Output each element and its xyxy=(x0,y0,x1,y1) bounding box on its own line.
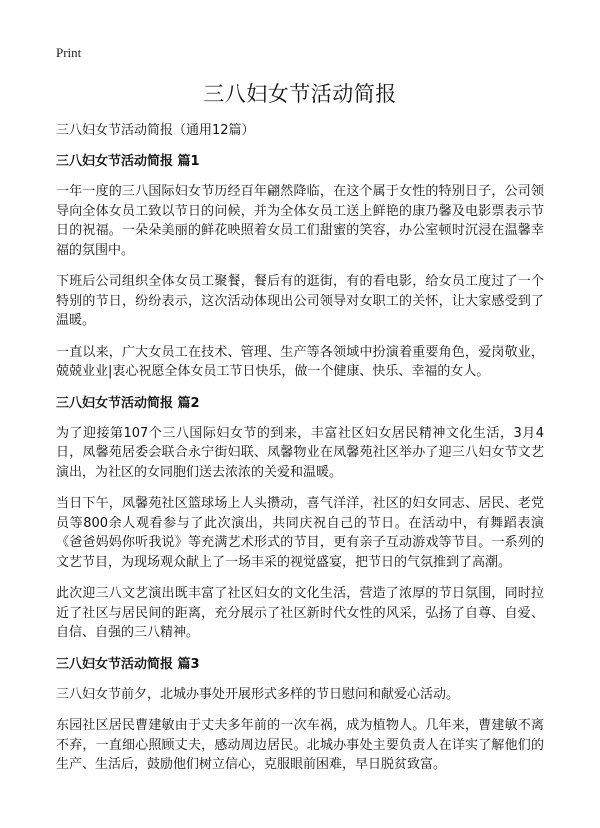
paragraph: 当日下午，凤馨苑社区篮球场上人头攒动，喜气洋洋，社区的妇女同志、居民、老党员等800余人观看参与了此次演出，共同庆祝自己的节日。在活动中，有舞蹈表演《爸爸妈妈你听我说》等充满艺术形式的节目，更有亲子互动游戏等节目。一系列的文艺节目，为现场观众献上了一场丰采的视觉盛宴，把节日的气氛推到了高潮。 xyxy=(56,496,544,570)
section-1 xyxy=(56,152,544,382)
article-subtitle: 三八妇女节活动简报（通用12篇） xyxy=(56,123,255,138)
paragraph: 一年一度的三八国际妇女节历经百年翩然降临，在这个属于女性的特别日子，公司领导向全体女员工致以节日的问候，并为全体女员工送上鲜艳的康乃馨及电影票表示节日的祝福。一朵朵美丽的鲜花映照着女员工们甜蜜的笑容，办公室顿时沉浸在温馨幸福的氛围中。 xyxy=(56,184,544,258)
paragraph: 为了迎接第107个三八国际妇女节的到来，丰富社区妇女居民精神文化生活，3月4日，凤馨苑居委会联合永宁街妇联、凤馨物业在凤馨苑社区举办了迎三八妇女节文艺演出，为社区的女同胞们送去浓浓的关爱和温暖。 xyxy=(56,425,544,480)
paragraph: 三八妇女节前夕，北城办事处开展形式多样的节日慰问和献爱心活动。 xyxy=(56,686,460,702)
section-heading: 三八妇女节活动简报 篇1 xyxy=(56,154,200,169)
section-heading: 三八妇女节活动简报 篇3 xyxy=(56,656,200,672)
section-2 xyxy=(56,394,544,643)
paragraph: 东园社区居民曹建敏由于丈夫多年前的一次车祸，成为植物人。几年来，曹建敏不离不弃，一直细心照顾丈夫，感动周边居民。北城办事处主要负责人在详实了解他们的生产、生活后，鼓励他们树立信心，克服眼前困难，早日脱贫致富。 xyxy=(56,718,544,772)
paragraph: 此次迎三八文艺演出既丰富了社区妇女的文化生活，营造了浓厚的节日氛围，同时拉近了社区与居民间的距离，充分展示了社区新时代女性的风采，弘扬了自尊、自爱、自信、自强的三八精神。 xyxy=(56,586,544,640)
print-link[interactable]: Print xyxy=(56,45,82,60)
article-body xyxy=(56,121,544,787)
paragraph: 下班后公司组织全体女员工聚餐，餐后有的逛街，有的看电影，给女员工度过了一个特别的节日，纷纷表示，这次活动体现出公司领导对女职工的关怀，让大家感受到了温暖。 xyxy=(56,274,544,328)
section-3 xyxy=(56,655,544,775)
section-heading: 三八妇女节活动简报 篇2 xyxy=(56,395,200,411)
page-title: 三八妇女节活动简报 xyxy=(203,82,397,106)
paragraph: 一直以来，广大女员工在技术、管理、生产等各领域中扮演着重要角色，爱岗敬业，兢兢业业|衷心祝愿全体女员工节日快乐，做一个健康、快乐、幸福的女人。 xyxy=(56,344,544,379)
